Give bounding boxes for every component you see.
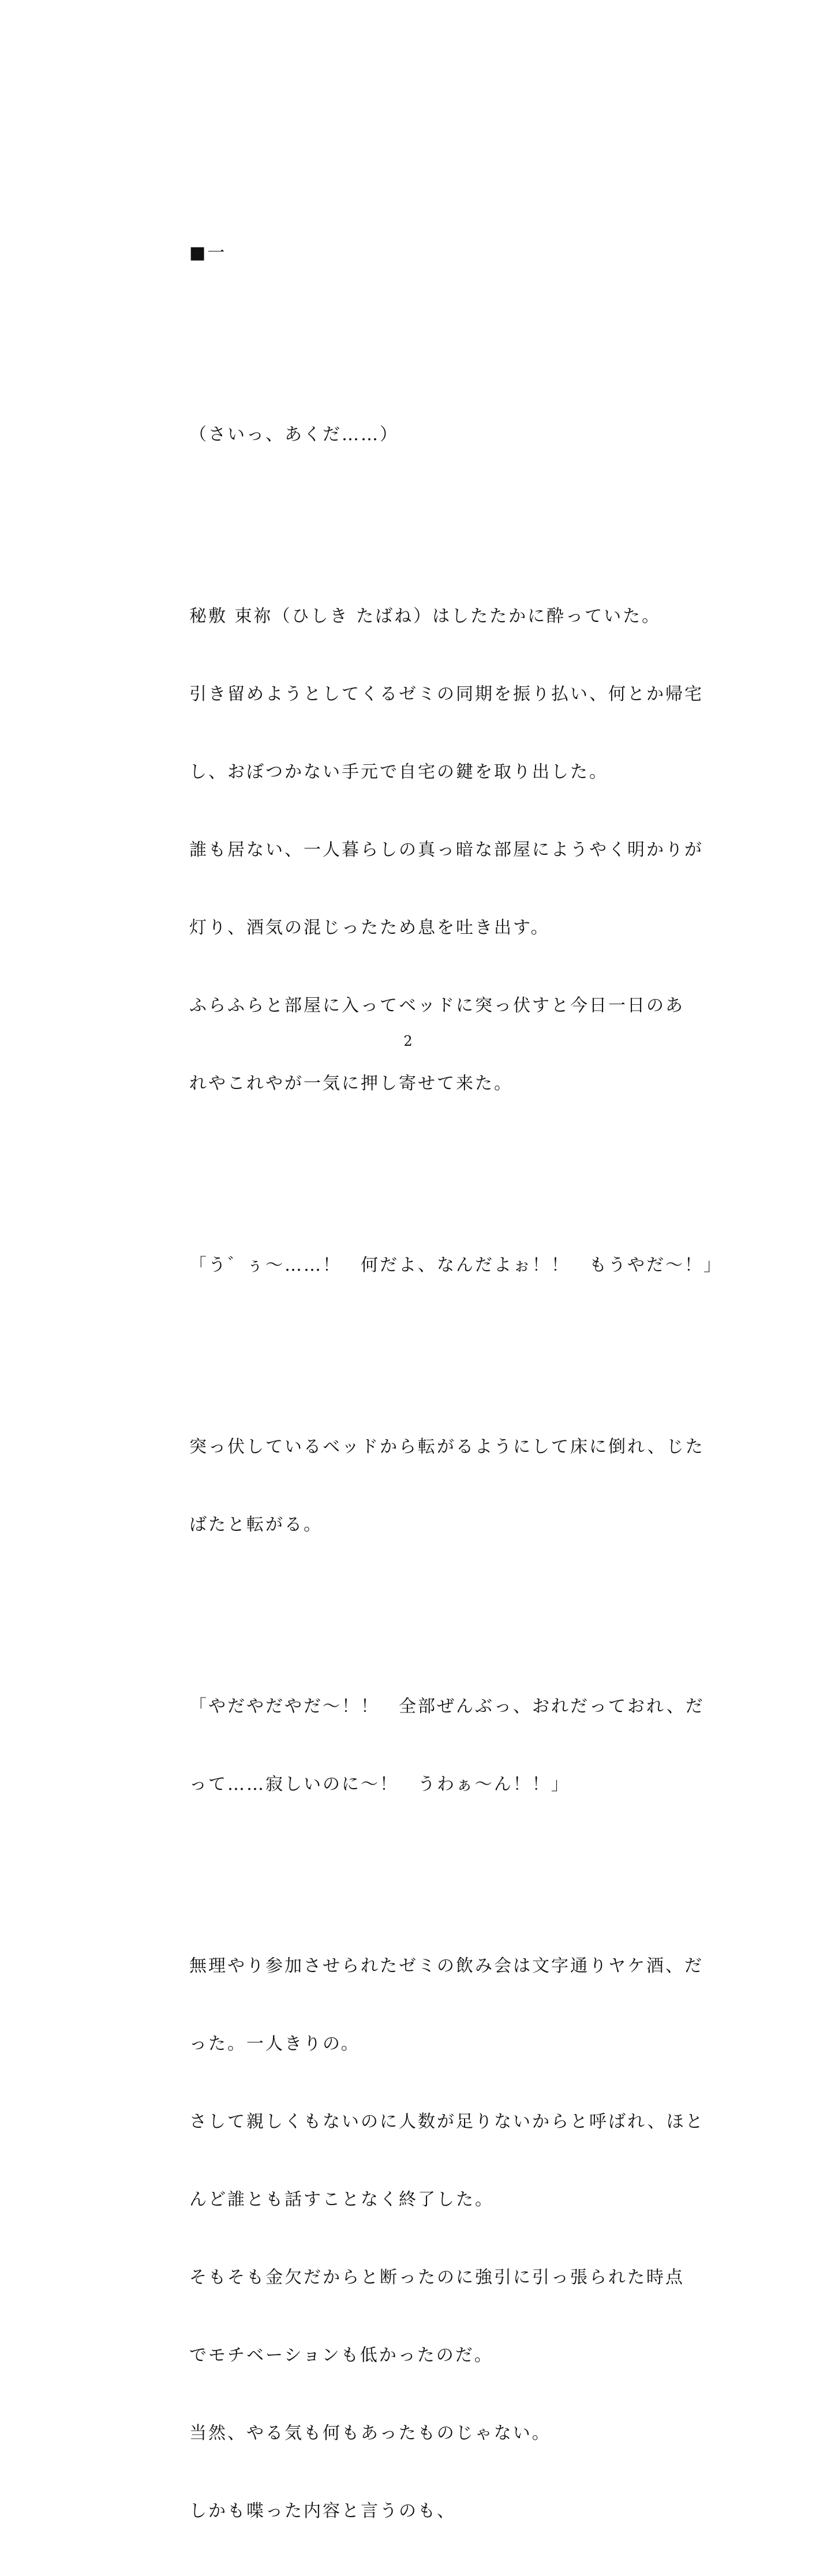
paragraph-6-line-3: さして親しくもないのに人数が足りないからと呼ばれ、ほと xyxy=(189,2112,705,2132)
page-number: 2 xyxy=(403,1033,413,1049)
paragraph-gap xyxy=(189,318,639,344)
body-text xyxy=(189,188,723,2576)
paragraph-2-line-5: 灯り、酒気の混じったため息を吐き出す。 xyxy=(189,918,550,938)
paragraph-6-line-6: でモチベーションも低かったのだ。 xyxy=(189,2345,493,2365)
paragraph-2-line-1: 秘敷 束祢（ひしき たばね）はしたたかに酔っていた。 xyxy=(189,606,661,626)
paragraph-5-line-1: 「やだやだやだ〜！！ 全部ぜんぶっ、おれだっておれ、だ xyxy=(189,1696,705,1717)
paragraph-gap xyxy=(189,1148,639,1174)
paragraph-2-line-2: 引き留めようとしてくるゼミの同期を振り払い、何とか帰宅 xyxy=(189,684,703,704)
paragraph-4-line-2: ばたと転がる。 xyxy=(189,1515,323,1535)
paragraph-5-line-2: って……寂しいのに〜！ うわぁ〜ん！！」 xyxy=(189,1774,570,1794)
paragraph-2-line-7: れやこれやが一気に押し寄せて来た。 xyxy=(189,1073,513,1094)
paragraph-gap xyxy=(189,1590,639,1616)
paragraph-6-line-7: 当然、やる気も何もあったものじゃない。 xyxy=(189,2423,551,2443)
paragraph-4-line-1: 突っ伏しているベッドから転がるようにして床に倒れ、じた xyxy=(189,1437,705,1457)
paragraph-gap xyxy=(189,500,639,525)
paragraph-gap xyxy=(189,1330,639,1356)
paragraph-6-line-5: そもそも金欠だからと断ったのに強引に引っ張られた時点 xyxy=(189,2267,684,2288)
paragraph-3-line-1: 「う゛ぅ〜……！ 何だよ、なんだよぉ！！ もうやだ〜！」 xyxy=(189,1255,723,1275)
paragraph-6-line-2: った。一人きりの。 xyxy=(189,2034,360,2054)
paragraph-1-line-1: （さいっ、あくだ……） xyxy=(189,425,399,445)
section-heading: ■一 xyxy=(189,243,227,263)
paragraph-2-line-3: し、おぼつかない手元で自宅の鍵を取り出した。 xyxy=(189,762,608,782)
paragraph-2-line-4: 誰も居ない、一人暮らしの真っ暗な部屋にようやく明かりが xyxy=(189,840,703,860)
paragraph-6-line-4: んど誰とも話すことなく終了した。 xyxy=(189,2190,494,2210)
paragraph-gap xyxy=(189,1849,639,1875)
paragraph-2-line-6: ふらふらと部屋に入ってベッドに突っ伏すと今日一日のあ xyxy=(189,996,684,1016)
paragraph-6-line-8: しかも喋った内容と言うのも、 xyxy=(189,2501,456,2521)
paragraph-6-line-1: 無理やり参加させられたゼミの飲み会は文字通りヤケ酒、だ xyxy=(189,1956,703,1976)
